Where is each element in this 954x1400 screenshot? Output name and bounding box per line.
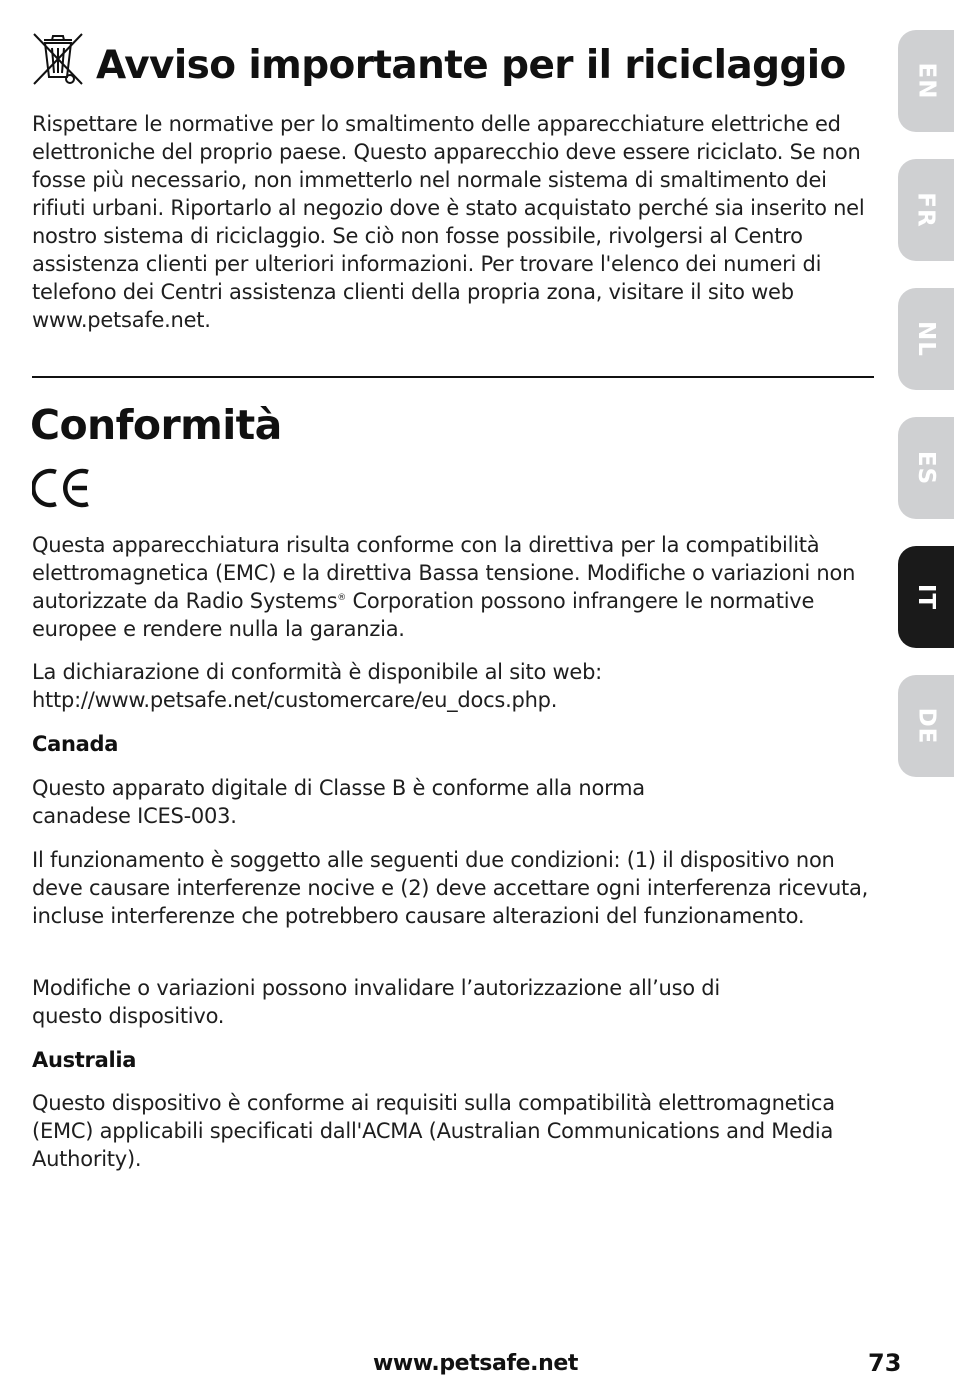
canada-heading: Canada [32,732,119,756]
recycling-title: Avviso importante per il riciclaggio [96,43,846,88]
canada-paragraph-2: Il funzionamento è soggetto alle seguenti due condizioni: (1) il dispositivo non deve causare interferenze nocive e (2) deve accettare ogni interferenza ricevuta, incluse interferenze che potrebbero causare alterazioni del funzionamento. [32,848,869,928]
conformity-p1-text-continued: Corporation possono infrangere le normative europee e rendere nulla la garanzia. [32,589,815,641]
page-number: 73 [868,1349,902,1377]
section-divider [32,376,874,378]
australia-paragraph-1: Questo dispositivo è conforme ai requisiti sulla compatibilità elettromagnetica (EMC) applicabili specificati dall'ACMA (Australian Communications and Media Authority). [32,1091,835,1171]
conformity-paragraph-2: La dichiarazione di conformità è disponibile al sito web: http://www.petsafe.net/customercare/eu_docs.php. [32,660,602,712]
language-tab-label: DE [913,707,939,745]
australia-heading: Australia [32,1048,137,1072]
conformity-paragraph-1 [32,531,872,643]
conformity-title: Conformità [30,401,282,449]
canada-paragraph-1: Questo apparato digitale di Classe B è conforme alla norma canadese ICES-003. [32,776,645,828]
registered-mark: ® [337,593,347,603]
language-tab-fr[interactable] [898,159,954,261]
conformity-p1-text: Questa apparecchiatura risulta conforme con la direttiva per la compatibilità elettromagnetica (EMC) e la direttiva Bassa tensione. Modifiche o variazioni non autorizzate da Radio Systems [32,533,856,613]
language-tab-label: ES [913,450,939,486]
language-tab-nl[interactable] [898,288,954,390]
recycling-body: Rispettare le normative per lo smaltimento delle apparecchiature elettriche ed elettroniche del proprio paese. Questo apparecchio deve essere riciclato. Se non fosse più necessario, non immetterlo nel normale sistema di smaltimento dei rifiuti urbani. Riportarlo al negozio dove è stato acquistato perché sia inserito nel nostro sistema di riciclaggio. Se ciò non fosse possibile, rivolgersi al Centro assistenza clienti per ulteriori informazioni. Per trovare l'elenco dei numeri di telefono dei Centri assistenza clienti della propria zona, visitare il sito web www.petsafe.net. [32,112,865,332]
language-tab-en[interactable] [898,30,954,132]
language-tab-it[interactable] [898,546,954,648]
language-tab-label: NL [913,321,939,357]
footer-url: www.petsafe.net [373,1351,578,1376]
recycling-heading-row [30,30,846,88]
language-tab-es[interactable] [898,417,954,519]
canada-paragraph-3: Modifiche o variazioni possono invalidare l’autorizzazione all’uso di questo dispositivo. [32,976,720,1028]
language-tab-de[interactable] [898,675,954,777]
crossed-out-wheelie-bin-icon [30,30,86,88]
language-tab-label: IT [913,583,939,611]
language-tab-label: EN [913,62,939,100]
ce-mark-icon [32,466,94,510]
language-tab-label: FR [912,192,939,228]
